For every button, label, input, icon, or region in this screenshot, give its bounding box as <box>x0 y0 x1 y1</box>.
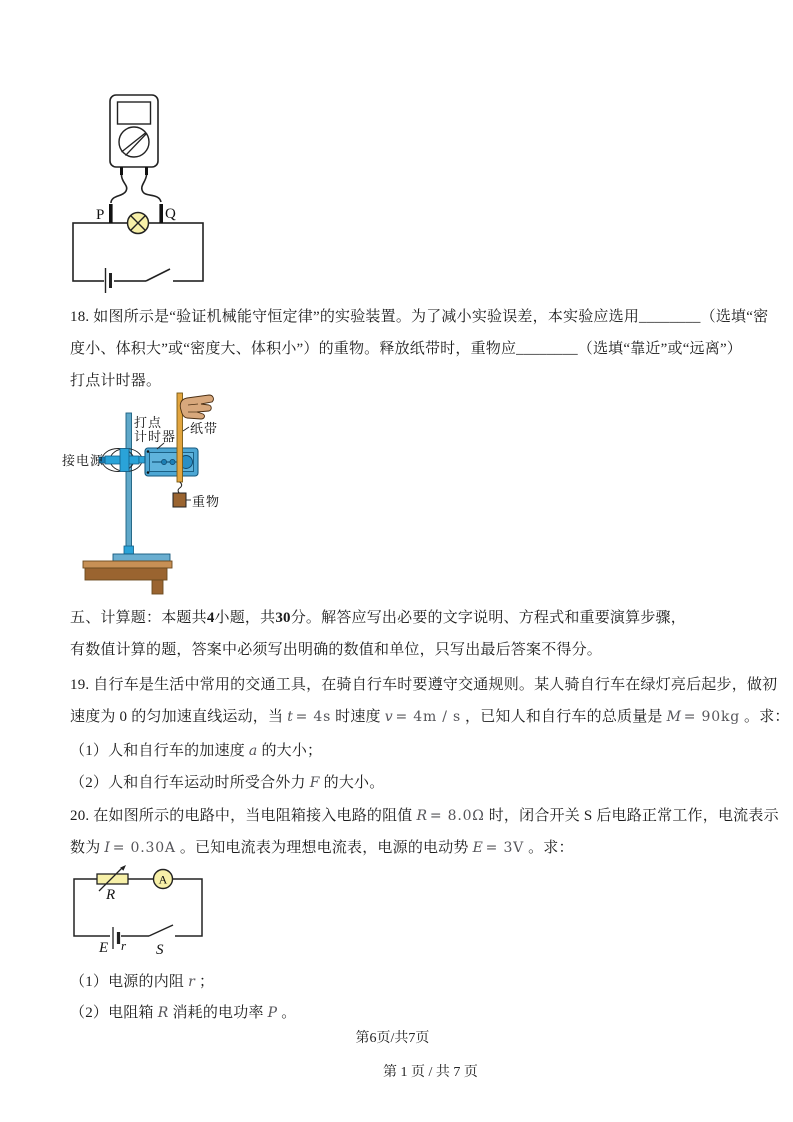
meter-terminal-right <box>145 167 148 175</box>
switch-label: S <box>156 942 164 958</box>
stand-base-boss <box>124 546 134 554</box>
formula-t-4s <box>287 709 331 725</box>
q20-item2-text: （2）电阻箱 <box>70 1005 154 1021</box>
stand-base-plate <box>113 554 170 561</box>
q19-line-2 <box>70 706 790 728</box>
q20-item1-text: （1）电源的内阻 <box>70 974 185 990</box>
q19-text: 速度为 0 的匀加速直线运动，当 <box>70 709 284 725</box>
timer-screw-bottom <box>147 471 150 474</box>
q19-item2-text: 的大小。 <box>323 775 385 791</box>
q19-item1-text: 的大小； <box>261 743 323 759</box>
q19-text: ，已知人和自行车的总质量是 <box>465 709 663 725</box>
timer-label-line1: 打点 <box>134 415 163 430</box>
meter-terminal-left <box>120 167 123 175</box>
formula-v-4ms <box>385 709 461 725</box>
q18-line-1: 18. 如图所示是“验证机械能守恒定律”的实验装置。为了减小实验误差，本实验应选用________（选填“密 <box>70 309 769 325</box>
var-r-box: R <box>416 808 428 824</box>
formula-r-8ohm <box>417 808 485 824</box>
internal-resistance-label: r <box>121 938 127 953</box>
timer-screw-top <box>147 450 150 453</box>
section5-text: 五、计算题：本题共 <box>70 610 207 626</box>
q20-text: 。已知电流表为理想电流表，电源的电动势 <box>179 840 469 856</box>
table-apron <box>85 568 167 580</box>
timer-label-line2: 计时器 <box>134 429 177 444</box>
circuit-loop <box>74 879 202 936</box>
resistor-label: R <box>106 887 116 903</box>
q19-line-1: 19. 自行车是生活中常用的交通工具，在骑自行车时要遵守交通规则。某人骑自行车在绿灯亮后起步，做初 <box>70 677 778 693</box>
tape-label-pointer <box>183 427 189 431</box>
terminal-q <box>159 204 163 223</box>
var-e: E <box>472 840 484 856</box>
probe-wire-left <box>111 175 127 203</box>
switch-gap <box>149 931 175 941</box>
q18-line-3: 打点计时器。 <box>70 373 162 389</box>
section5-line-1 <box>70 607 686 629</box>
section5-text: 分。解答应写出必要的文字说明、方程式和重要演算步骤， <box>290 610 686 626</box>
section5-points-bold: 30 <box>275 610 291 626</box>
q20-line-1 <box>70 805 779 827</box>
probe-wire-right <box>142 175 161 202</box>
var-r-box-2: R <box>157 1005 169 1021</box>
timer-spool-2 <box>170 459 175 464</box>
weight-label: 重物 <box>192 494 221 509</box>
var-a: a <box>248 743 258 759</box>
q20-text: 。求： <box>528 840 574 856</box>
value-8ohm: = 8.0Ω <box>429 808 485 824</box>
footer-page-number: 第6页/共7页 <box>355 1031 430 1046</box>
q19-item2-text: （2）人和自行车运动时所受合外力 <box>70 775 306 791</box>
q19-item-1 <box>70 740 322 762</box>
clamp-arm-vertical <box>120 449 129 472</box>
var-v: v <box>384 709 394 725</box>
q19-text: 。求： <box>744 709 790 725</box>
q20-text: 20. 在如图所示的电路中，当电阻箱接入电路的阻值 <box>70 808 413 824</box>
q20-item1-text: ； <box>199 974 215 990</box>
var-i: I <box>104 840 111 856</box>
q19-text: 时速度 <box>335 709 381 725</box>
emf-label: E <box>99 940 109 956</box>
hand-icon <box>180 395 213 419</box>
resistor-circuit-figure <box>65 855 225 965</box>
multimeter-display <box>118 102 151 124</box>
q20-item-1 <box>70 971 214 993</box>
ammeter-label: A <box>158 872 168 887</box>
tape-label: 纸带 <box>190 421 219 436</box>
resistor-box-icon <box>97 874 128 884</box>
formula-i-030a <box>104 840 175 856</box>
q20-item-2 <box>70 1002 296 1024</box>
label-p: P <box>96 207 105 223</box>
var-f: F <box>309 775 320 791</box>
terminal-p <box>109 204 113 223</box>
var-m: M <box>666 709 682 725</box>
value-030a: = 0.30A <box>112 840 176 856</box>
tape-hook <box>178 482 182 493</box>
section5-count-bold: 4 <box>206 610 215 626</box>
var-p: P <box>267 1005 278 1021</box>
value-4ms: = 4m / s <box>395 709 462 725</box>
resistor-arrow-head <box>120 865 126 871</box>
weight-block <box>173 493 186 507</box>
q18-line-2: 度小、体积大”或“密度大、体积小”）的重物。释放纸带时，重物应________（选填“靠近”或“远离”） <box>70 341 743 357</box>
multimeter-circuit-figure <box>60 85 220 295</box>
footer-doc-page-number: 第 1 页 / 共 7 页 <box>383 1065 478 1080</box>
q20-text: 时，闭合开关 S 后电路正常工作，电流表示 <box>488 808 779 824</box>
table-leg <box>152 580 163 594</box>
q19-item1-text: （1）人和自行车的加速度 <box>70 743 245 759</box>
switch-gap <box>146 275 173 287</box>
var-r-internal: r <box>188 974 196 990</box>
value-3v: = 3V <box>485 840 525 856</box>
q20-item2-text: 消耗的电功率 <box>172 1005 264 1021</box>
formula-m-90kg <box>667 709 740 725</box>
formula-e-3v <box>473 840 524 856</box>
q20-text: 数为 <box>70 840 101 856</box>
section5-line-2: 有数值计算的题，答案中必须写出明确的数值和单位，只写出最后答案不得分。 <box>70 642 603 658</box>
experiment-apparatus-figure <box>60 390 230 600</box>
stand-pole <box>126 413 132 553</box>
label-q: Q <box>165 206 176 222</box>
table-top <box>83 561 172 568</box>
section5-text: 小题，共 <box>214 610 276 626</box>
value-4s: = 4s <box>295 709 332 725</box>
value-90kg: = 90kg <box>683 709 741 725</box>
q19-item-2 <box>70 772 384 794</box>
q20-item2-text: 。 <box>281 1005 297 1021</box>
var-t: t <box>287 709 294 725</box>
power-label: 接电源 <box>62 453 105 468</box>
timer-spool-1 <box>161 459 166 464</box>
